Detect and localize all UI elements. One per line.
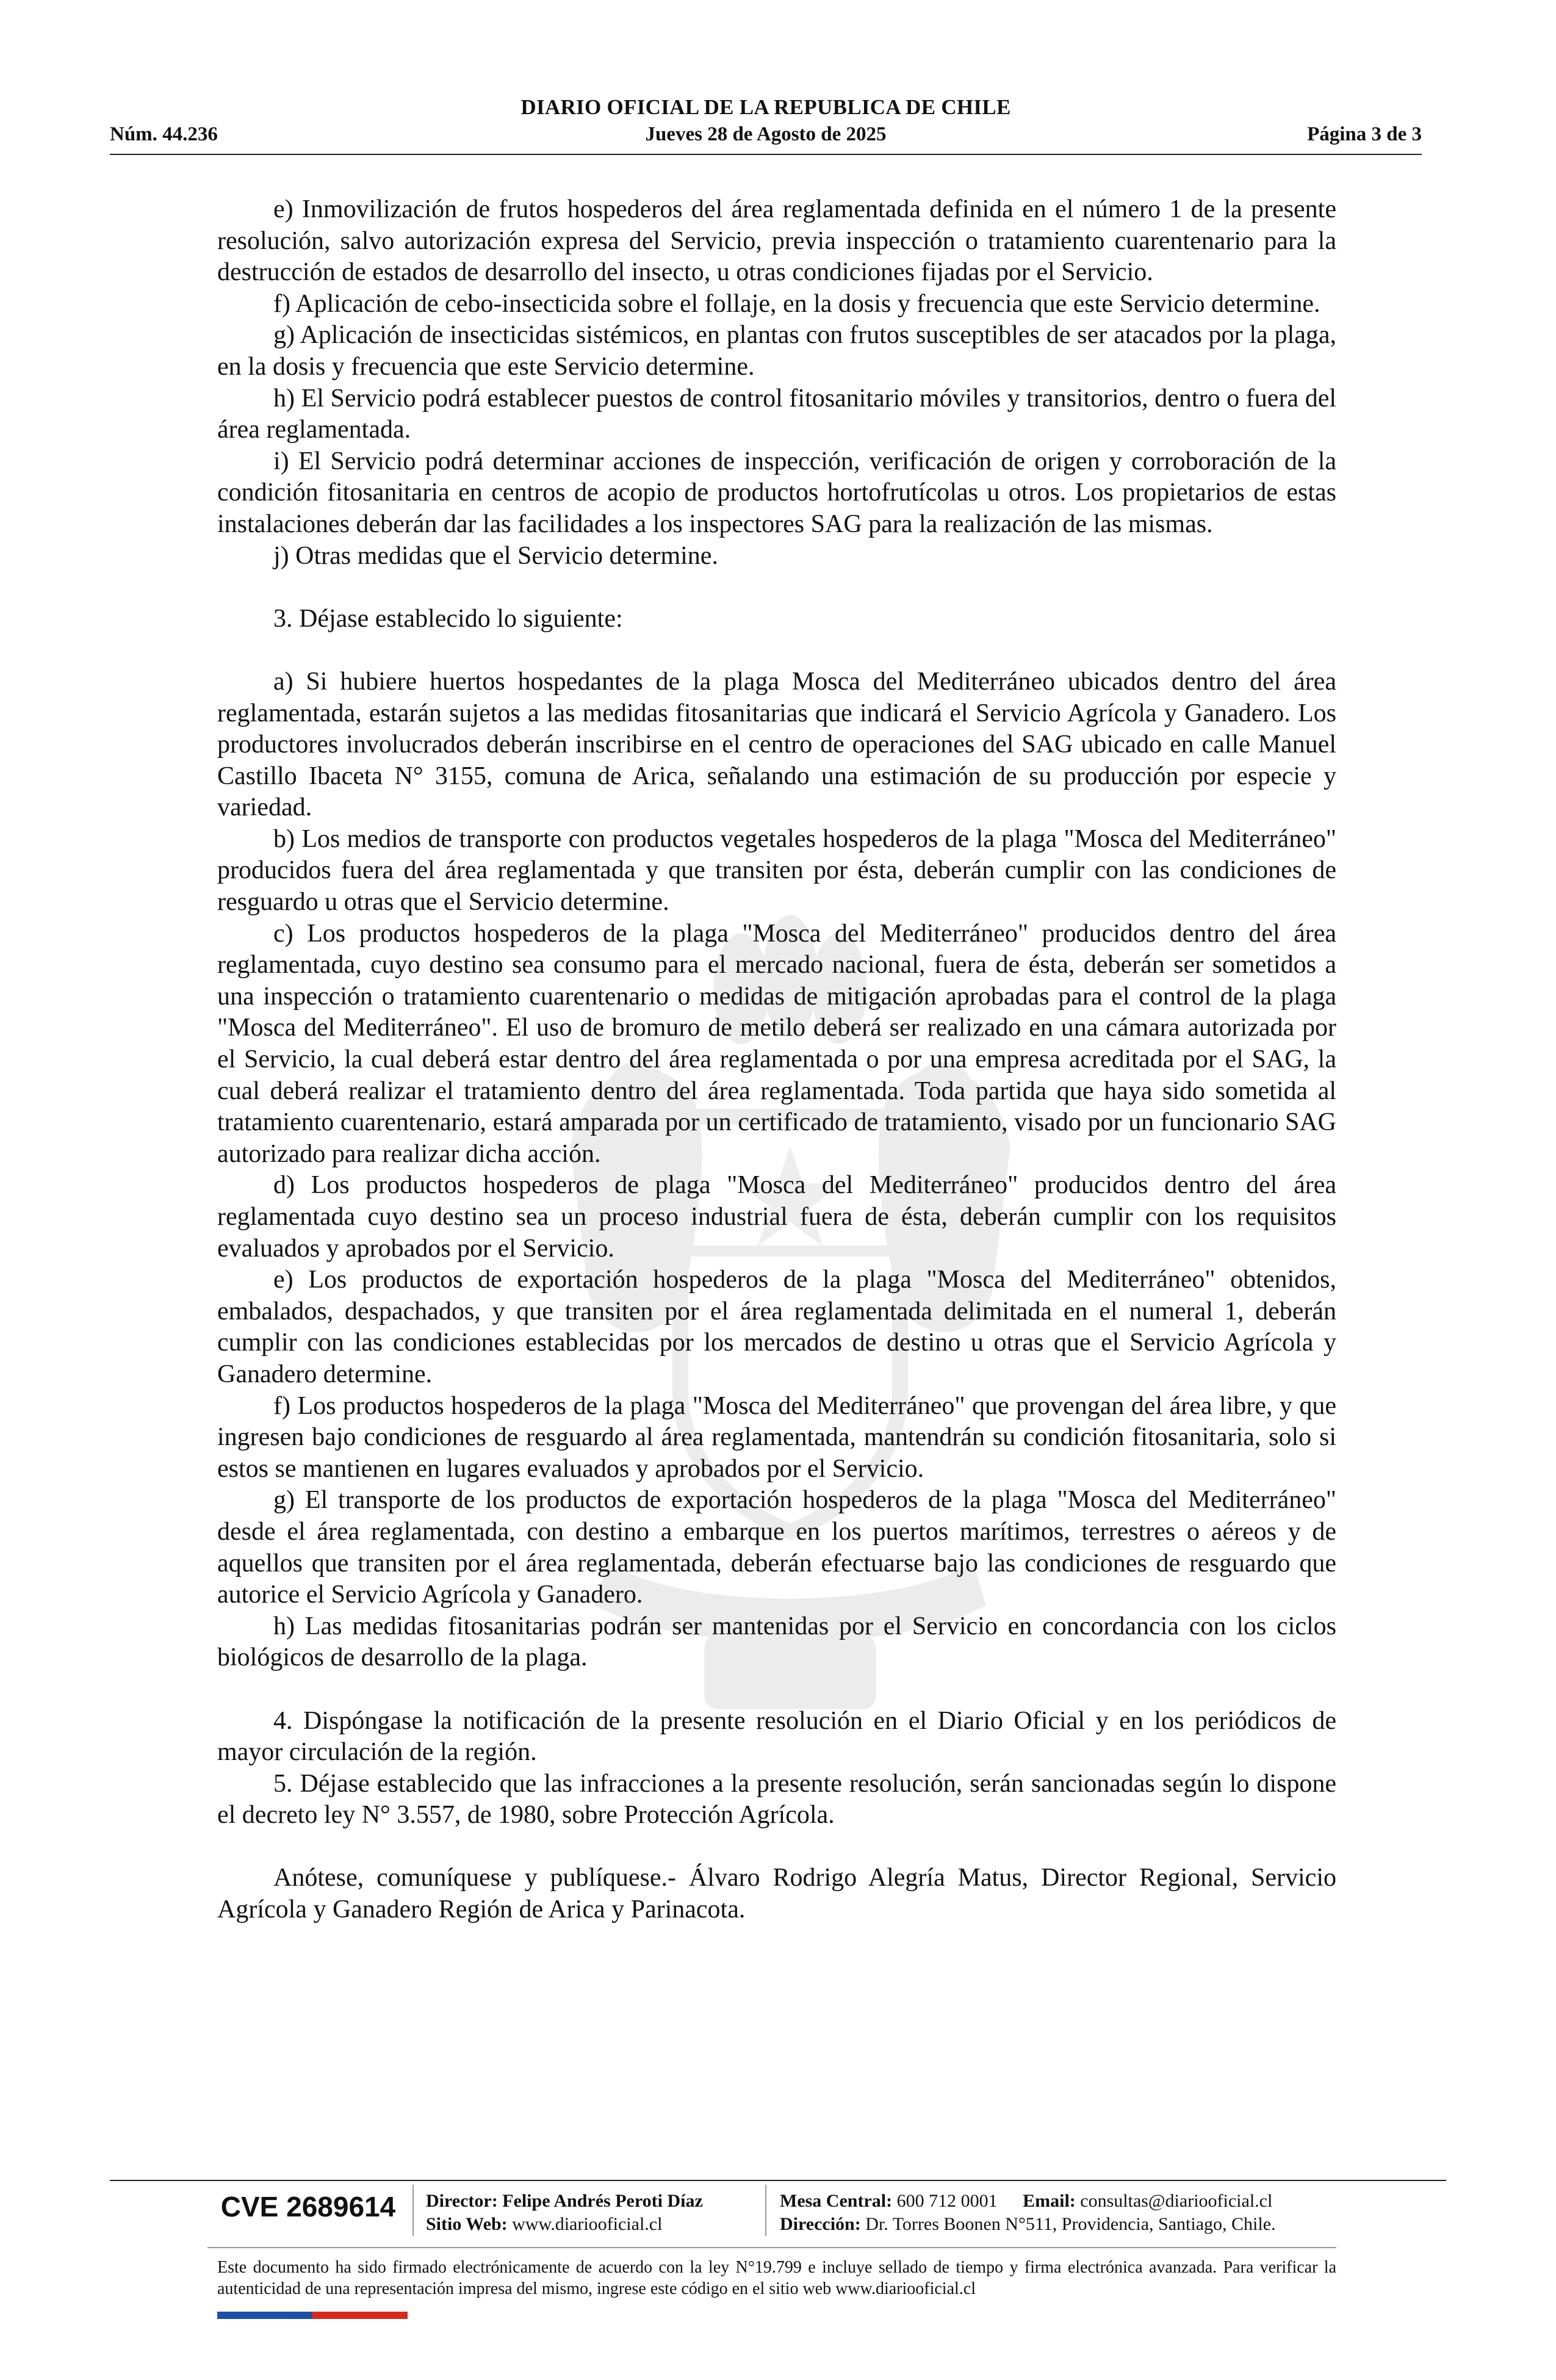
footer-divider xyxy=(110,2180,1446,2181)
paragraph: g) Aplicación de insecticidas sistémicos, en plantas con frutos susceptibles de ser atacados por la plaga, en la dosis y frecuencia que este Servicio determine. xyxy=(217,321,1336,381)
paragraph: d) Los productos hospederos de plaga "Mosca del Mediterráneo" producidos dentro del área reglamentada cuyo destino sea un proceso industrial fuera de ésta, deberán cumplir con los requisitos evaluados y aprobados por el Servicio. xyxy=(217,1171,1336,1263)
paragraph: i) El Servicio podrá determinar acciones de inspección, verificación de origen y corroboración de la condición fitosanitaria en centros de acopio de productos hortofrutícolas u otros. Los propietarios de estas instalaciones deberán dar las facilidades a los inspectores SAG para la realización de las mismas. xyxy=(217,447,1336,538)
director-label: Director: xyxy=(426,2191,498,2211)
issue-number: Núm. 44.236 xyxy=(110,123,218,145)
paragraph: j) Otras medidas que el Servicio determine. xyxy=(273,541,718,570)
flag-blue-segment xyxy=(217,2312,312,2319)
site-label: Sitio Web: xyxy=(426,2214,508,2234)
cve-code: CVE 2689614 xyxy=(220,2191,396,2223)
paragraph: e) Inmovilización de frutos hospederos del área reglamentada definida en el número 1 de la presente resolución, salvo autorización expresa del Servicio, previa inspección o tratamiento cuarentenario para la destrucción de estados de desarrollo del insecto, u otras condiciones fijadas por el Servicio. xyxy=(217,195,1336,287)
paragraph: b) Los medios de transporte con productos vegetales hospederos de la plaga "Mosca del Mediterráneo" producidos fuera del área reglamentada y que transiten por ésta, deberán cumplir con las condiciones de resguardo u otras que el Servicio determine. xyxy=(217,824,1336,917)
page-number: Página 3 de 3 xyxy=(1307,123,1422,145)
flag-color-bar xyxy=(217,2312,408,2319)
legal-notice: Este documento ha sido firmado electrónicamente de acuerdo con la ley N°19.799 e incluye sellado de tiempo y firma electrónica avanzada. Para verificar la autenticidad de una representación impresa del mismo, ingrese este código en el sitio web www.diariooficial.cl xyxy=(217,2258,1336,2298)
footer-divider xyxy=(207,2247,1336,2248)
director-name: Felipe Andrés Peroti Díaz xyxy=(502,2191,703,2211)
address-label: Dirección: xyxy=(780,2214,861,2234)
address: Dr. Torres Boonen N°511, Providencia, Santiago, Chile. xyxy=(865,2214,1276,2234)
site-link[interactable]: www.diariooficial.cl xyxy=(512,2214,663,2234)
footer-separator xyxy=(765,2185,766,2236)
paragraph: h) Las medidas fitosanitarias podrán ser mantenidas por el Servicio en concordancia con los ciclos biológicos de desarrollo de la plaga. xyxy=(217,1612,1336,1672)
footer-director-block xyxy=(426,2190,703,2236)
masthead: DIARIO OFICIAL DE LA REPUBLICA DE CHILE xyxy=(520,95,1011,119)
email-label: Email: xyxy=(1023,2191,1076,2211)
signature-paragraph: Anótese, comuníquese y publíquese.- Álvaro Rodrigo Alegría Matus, Director Regional, Servicio Agrícola y Ganadero Región de Arica y Parinacota. xyxy=(217,1864,1336,1924)
phone-label: Mesa Central: xyxy=(780,2191,893,2211)
paragraph: 4. Dispóngase la notificación de la presente resolución en el Diario Oficial y en los periódicos de mayor circulación de la región. xyxy=(217,1706,1336,1767)
footer-separator xyxy=(412,2185,414,2236)
flag-red-segment xyxy=(312,2312,408,2319)
paragraph: f) Aplicación de cebo-insecticida sobre el follaje, en la dosis y frecuencia que este Servicio determine. xyxy=(273,289,1320,318)
paragraph: c) Los productos hospederos de la plaga "Mosca del Mediterráneo" producidos dentro del área reglamentada, cuyo destino sea consumo para el mercado nacional, fuera de ésta, deberán ser sometidos a una inspección o tratamiento cuarentenario o medidas de mitigación aprobadas para el control de la plaga "Mosca del Mediterráneo". El uso de bromuro de metilo deberá ser realizado en una cámara autorizada por el Servicio, la cual deberá estar dentro del área reglamentada o por una empresa acreditada por el SAG, la cual deberá realizar el tratamiento dentro del área reglamentada. Toda partida que haya sido sometida al tratamiento cuarentenario, estará amparada por un certificado de tratamiento, visado por un funcionario SAG autorizado para realizar dicha acción. xyxy=(217,919,1336,1168)
paragraph: f) Los productos hospederos de la plaga "Mosca del Mediterráneo" que provengan del área libre, y que ingresen bajo condiciones de resguardo al área reglamentada, mantendrán su condición fitosanitaria, solo si estos se mantienen en lugares evaluados y aprobados por el Servicio. xyxy=(217,1391,1336,1483)
paragraph: 5. Déjase establecido que las infracciones a la presente resolución, serán sancionadas según lo dispone el decreto ley N° 3.557, de 1980, sobre Protección Agrícola. xyxy=(217,1769,1336,1830)
phone-number: 600 712 0001 xyxy=(896,2191,998,2211)
section-heading: 3. Déjase establecido lo siguiente: xyxy=(273,604,623,633)
email-link[interactable]: consultas@diariooficial.cl xyxy=(1080,2191,1273,2211)
paragraph: a) Si hubiere huertos hospedantes de la plaga Mosca del Mediterráneo ubicados dentro del área reglamentada, estarán sujetos a las medidas fitosanitarias que indicará el Servicio Agrícola y Ganadero. Los productores involucrados deberán inscribirse en el centro de operaciones del SAG ubicado en calle Manuel Castillo Ibaceta N° 3155, comuna de Arica, señalando una estimación de su producción por especie y variedad. xyxy=(217,667,1336,822)
paragraph: g) El transporte de los productos de exportación hospederos de la plaga "Mosca del Mediterráneo" desde el área reglamentada, con destino a embarque en los puertos marítimos, terrestres o aéreos y de aquellos que transiten por el área reglamentada, deberán efectuarse bajo las condiciones de resguardo que autorice el Servicio Agrícola y Ganadero. xyxy=(217,1486,1336,1609)
issue-date: Jueves 28 de Agosto de 2025 xyxy=(645,123,887,145)
header-divider xyxy=(110,154,1422,155)
paragraph: e) Los productos de exportación hospederos de la plaga "Mosca del Mediterráneo" obtenidos, embalados, despachados, y que transiten por el área reglamentada delimitada en el numeral 1, deberán cumplir con las condiciones establecidas por los mercados de destino u otras que el Servicio Agrícola y Ganadero determine. xyxy=(217,1266,1336,1388)
footer-contact-block xyxy=(780,2190,1276,2236)
paragraph: h) El Servicio podrá establecer puestos de control fitosanitario móviles y transitorios, dentro o fuera del área reglamentada. xyxy=(217,384,1336,444)
resolution-body xyxy=(217,194,1336,1926)
